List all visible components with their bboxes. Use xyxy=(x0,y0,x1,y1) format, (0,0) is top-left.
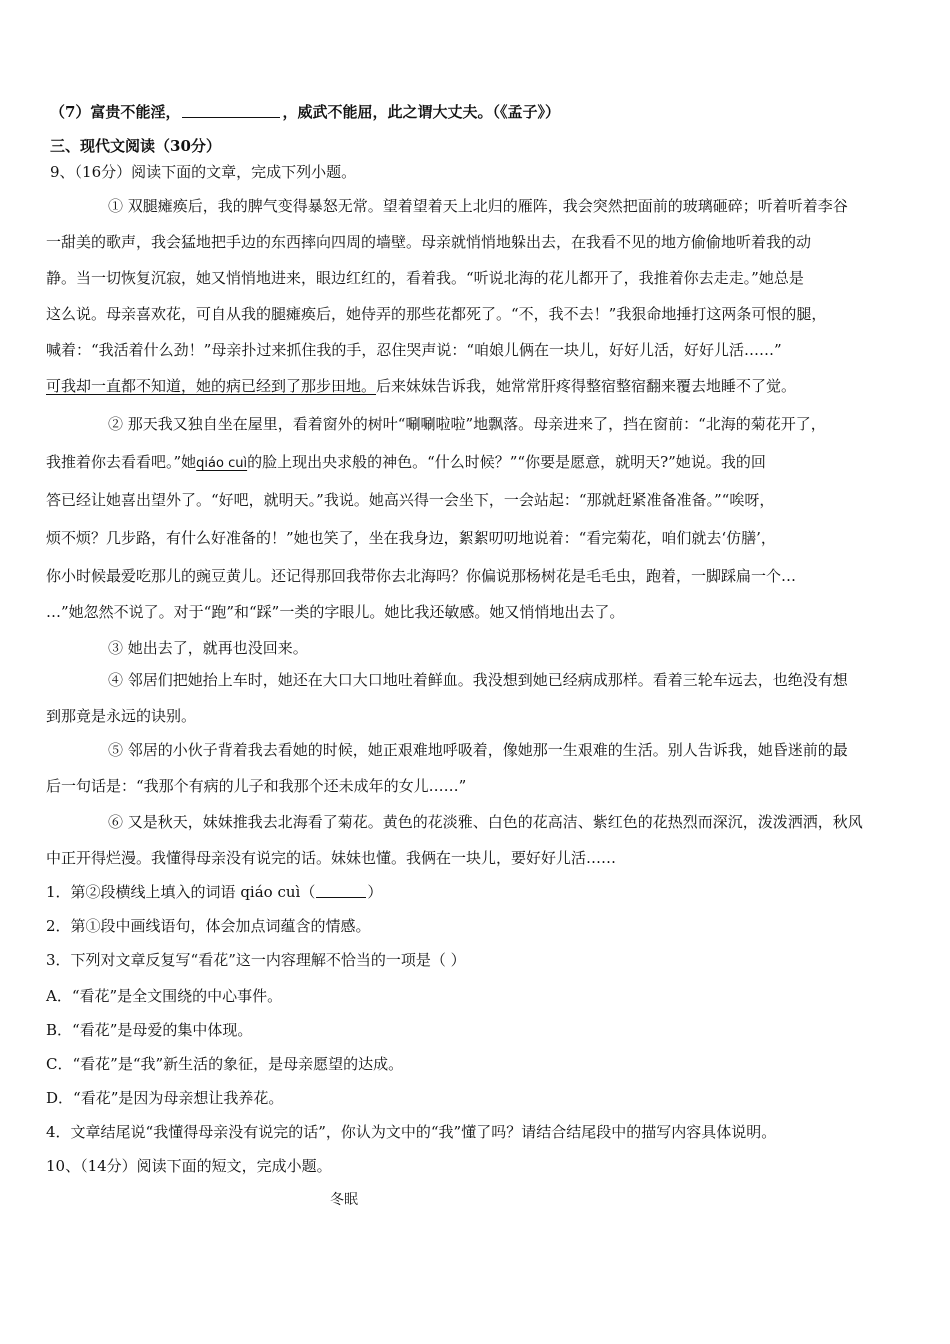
article-p3: ③ 她出去了，就再也没回来。 xyxy=(108,639,308,657)
option-d: D．“看花”是因为母亲想让我养花。 xyxy=(46,1089,284,1107)
question-3: 3．下列对文章反复写“看花”这一内容理解不恰当的一项是（ ） xyxy=(46,951,466,969)
article-p1-line5: 喊着：“我活着什么劲！”母亲扑过来抓住我的手，忍住哭声说：“咱娘儿俩在一块儿，好好儿活，好好儿活……” xyxy=(46,341,782,359)
option-c: C．“看花”是“我”新生活的象征，是母亲愿望的达成。 xyxy=(46,1055,404,1073)
article-p1-line1: ① 双腿瘫痪后，我的脾气变得暴怒无常。望着望着天上北归的雁阵，我会突然把面前的玻璃砸碎；听着听着李谷 xyxy=(108,197,848,215)
article-p2-line4: 烦不烦？几步路，有什么好准备的！”她也笑了，坐在我身边，絮絮叨叨地说着：“看完菊花，咱们就去‘仿膳’， xyxy=(46,529,776,547)
answer-blank[interactable] xyxy=(182,103,280,118)
article-p1-line4: 这么说。母亲喜欢花，可自从我的腿瘫痪后，她侍弄的那些花都死了。“不，我不去！”我狠命地捶打这两条可恨的腿， xyxy=(46,305,827,323)
fill-item-suffix: ，威武不能屈，此之谓大丈夫。（《孟子》） xyxy=(282,103,560,121)
answer-blank[interactable] xyxy=(316,883,366,898)
fill-in-item-7 xyxy=(50,102,560,122)
question-9-intro: 9、（16分）阅读下面的文章，完成下列小题。 xyxy=(50,163,357,181)
p2-line2-end: 的脸上现出央求般的神色。“什么时候？”“你要是愿意，就明天?”她说。我的回 xyxy=(247,453,766,471)
pinyin-blank: qiáo cuì xyxy=(196,456,248,471)
question-1 xyxy=(46,882,382,902)
question-1-close: ） xyxy=(367,883,383,901)
article-p2-line1: ② 那天我又独自坐在屋里，看着窗外的树叶“唰唰啦啦”地飘落。母亲进来了，挡在窗前：“北海的菊花开了， xyxy=(108,415,826,433)
article-p1-line6 xyxy=(46,376,796,396)
p2-line2-start: 我推着你去看看吧。”她 xyxy=(46,453,197,471)
question-4: 4．文章结尾说“我懂得母亲没有说完的话”，你认为文中的“我”懂了吗？请结合结尾段中的描写内容具体说明。 xyxy=(46,1123,777,1141)
article-p1-line2: 一甜美的歌声，我会猛地把手边的东西摔向四周的墙壁。母亲就悄悄地躲出去，在我看不见的地方偷偷地听着我的动 xyxy=(46,233,812,251)
article-p4-line2: 到那竟是永远的诀别。 xyxy=(46,707,197,725)
p1-line6-rest: 后来妹妹告诉我，她常常肝疼得整宿整宿翻来覆去地睡不了觉。 xyxy=(376,377,797,395)
section-header: 三、现代文阅读（30分） xyxy=(50,137,221,155)
article-p2-line5: 你小时候最爱吃那儿的豌豆黄儿。还记得那回我带你去北海吗？你偏说那杨树花是毛毛虫，跑着，一脚踩扁一个… xyxy=(46,567,797,585)
article-p6-line2: 中正开得烂漫。我懂得母亲没有说完的话。妹妹也懂。我俩在一块儿，要好好儿活…… xyxy=(46,849,617,867)
fill-item-prefix: （7）富贵不能淫， xyxy=(50,103,181,121)
article-p2-line6: …”她忽然不说了。对于“跑”和“踩”一类的字眼儿。她比我还敏感。她又悄悄地出去了。 xyxy=(46,603,625,621)
article-p5-line2: 后一句话是：“我那个有病的儿子和我那个还未成年的女儿……” xyxy=(46,777,467,795)
article-p5-line1: ⑤ 邻居的小伙子背着我去看她的时候，她正艰难地呼吸着，像她那一生艰难的生活。别人告诉我，她昏迷前的最 xyxy=(108,741,848,759)
article-p6-line1: ⑥ 又是秋天，妹妹推我去北海看了菊花。黄色的花淡雅、白色的花高洁、紫红色的花热烈而深沉，泼泼洒洒，秋风 xyxy=(108,813,863,831)
underlined-sentence: 可我却一直都不知道，她的病已经到了那步田地。 xyxy=(46,377,377,395)
option-b: B．“看花”是母爱的集中体现。 xyxy=(46,1021,253,1039)
article-p2-line2 xyxy=(46,452,766,474)
question-1-text: 1．第②段横线上填入的词语 qiáo cuì（ xyxy=(46,883,316,901)
option-a: A．“看花”是全文围绕的中心事件。 xyxy=(46,987,283,1005)
next-article-title: 冬眠 xyxy=(330,1192,358,1208)
question-10-intro: 10、（14分）阅读下面的短文，完成小题。 xyxy=(46,1157,332,1175)
article-p1-line3: 静。当一切恢复沉寂，她又悄悄地进来，眼边红红的，看着我。“听说北海的花儿都开了，我推着你去走走。”她总是 xyxy=(46,269,804,287)
article-p4-line1: ④ 邻居们把她抬上车时，她还在大口大口地吐着鲜血。我没想到她已经病成那样。看着三轮车远去，也绝没有想 xyxy=(108,671,848,689)
article-p2-line3: 答已经让她喜出望外了。“好吧，就明天。”我说。她高兴得一会坐下，一会站起：“那就赶紧准备准备。”“唉呀， xyxy=(46,491,775,509)
question-2: 2．第①段中画线语句，体会加点词蕴含的情感。 xyxy=(46,917,371,935)
